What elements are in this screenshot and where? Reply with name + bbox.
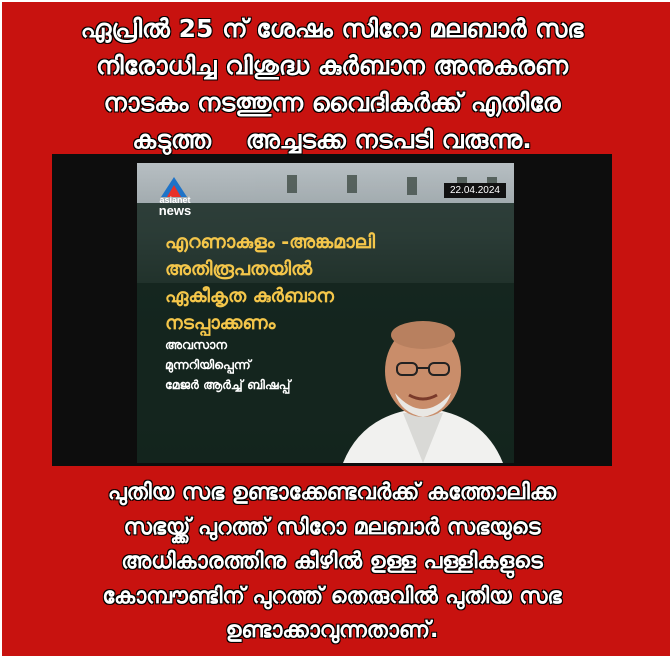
headline-line: ഏപ്രിൽ 25 ന് ശേഷം സിറോ മലബാർ സഭ	[80, 14, 584, 43]
news-sub-line: മേജർ ആർച്ച് ബിഷപ്പ്	[165, 377, 291, 392]
news-sub-line: അവസാന	[165, 337, 227, 352]
news-title-line: നടപ്പാക്കണം	[165, 312, 276, 334]
news-sub-line: മുന്നറിയിപ്പെന്ന്	[165, 357, 251, 372]
red-border-right	[612, 2, 670, 656]
news-title-line: എറണാകുളം -അങ്കമാലി	[165, 231, 376, 253]
news-title-line: ഏകീകൃത കുർബാന	[165, 285, 334, 307]
red-border-left	[2, 2, 52, 656]
footer-line: ഉണ്ടാക്കാവുന്നതാണ്.	[225, 618, 439, 643]
bishop-portrait	[333, 313, 513, 463]
footer-line: പുതിയ സഭ ഉണ്ടാക്കേണ്ടവർക്ക് കത്തോലിക്ക	[107, 480, 557, 505]
headline-line: കടുത്ത അച്ചടക്ക നടപടി വരുന്നു.	[132, 125, 532, 154]
channel-name-top: asianet	[159, 195, 191, 205]
footer-line: കോമ്പൗണ്ടിന് പുറത്ത് തെരുവിൽ പുതിയ സഭ	[102, 583, 562, 609]
footer-text	[58, 476, 606, 649]
window	[407, 177, 417, 195]
news-screenshot	[137, 163, 514, 463]
window	[287, 175, 297, 193]
footer-line: അധികാരത്തിനു കീഴിൽ ഉള്ള പള്ളികളുടെ	[121, 549, 543, 574]
asianet-logo-icon	[161, 177, 187, 197]
news-title-line: അതിരൂപതയിൽ	[165, 258, 313, 280]
headline-line: നാടകം നടത്തുന്ന വൈദികർക്ക് എതിരേ	[103, 88, 561, 117]
headline-line: നിരോധിച്ച വിശുദ്ധ കുർബാന അനുകരണ	[95, 51, 568, 80]
channel-name-bottom: news	[158, 203, 192, 218]
window	[347, 175, 357, 193]
asianet-news-logo	[145, 177, 205, 217]
headline-text	[58, 10, 606, 158]
footer-line: സഭയ്ക്ക് പുറത്ത് സിറോ മലബാർ സഭയുടെ	[123, 514, 541, 540]
news-date: 22.04.2024	[444, 183, 506, 198]
